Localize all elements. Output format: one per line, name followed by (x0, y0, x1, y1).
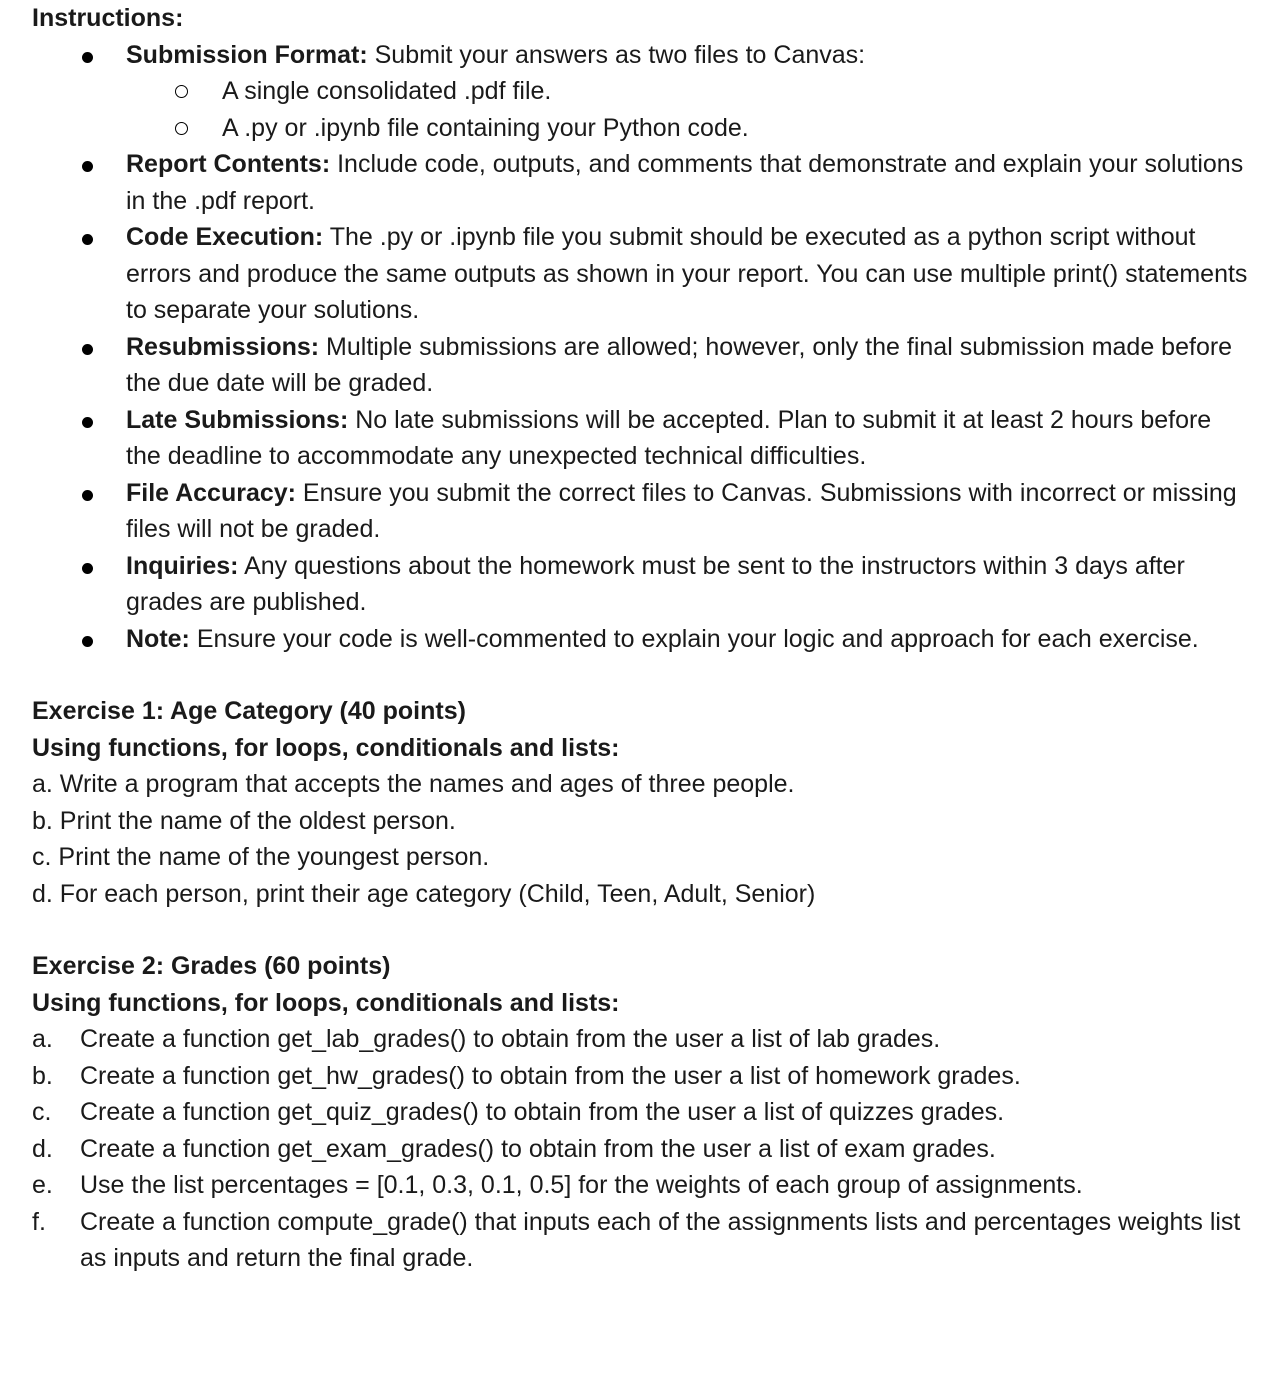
exercise-1-subtitle: Using functions, for loops, conditionals and lists: (32, 733, 620, 762)
instruction-text: Multiple submissions are allowed; however, only the final submission made before the due date will be graded. (126, 332, 1233, 397)
bullet-icon (82, 161, 93, 172)
bullet-icon (82, 234, 93, 245)
exercise-2-item (32, 1094, 1252, 1131)
instruction-text: Ensure you submit the correct files to Canvas. Submissions with incorrect or missing files will not be graded. (126, 478, 1237, 543)
item-letter: c. (32, 1098, 52, 1126)
exercise-2-subtitle: Using functions, for loops, conditionals and lists: (32, 988, 620, 1017)
exercise-2-item (32, 1021, 1252, 1058)
instruction-label: Note: (126, 624, 190, 653)
item-text: Create a function get_exam_grades() to obtain from the user a list of exam grades. (80, 1134, 996, 1163)
instruction-text: Any questions about the homework must be sent to the instructors within 3 days after grades are published. (126, 551, 1185, 616)
instruction-label: File Accuracy: (126, 478, 296, 507)
item-letter: d. (32, 1134, 53, 1163)
bullet-icon (82, 344, 93, 355)
instruction-label: Late Submissions: (126, 405, 349, 434)
exercise-2-title: Exercise 2: Grades (60 points) (32, 952, 391, 980)
instruction-text: Submit your answers as two files to Canvas: (367, 40, 866, 69)
item-text: Create a function get_lab_grades() to obtain from the user a list of lab grades. (80, 1025, 941, 1053)
instruction-label: Inquiries: (126, 551, 239, 580)
exercise-2-list (32, 1021, 1252, 1277)
instruction-text: No late submissions will be accepted. Plan to submit it at least 2 hours before the deadline to accommodate any unexpected technical difficulties. (126, 405, 1212, 470)
item-text: Create a function get_hw_grades() to obtain from the user a list of homework grades. (80, 1061, 1021, 1090)
document-page (32, 0, 1252, 1277)
bullet-icon (82, 636, 93, 647)
bullet-icon (82, 490, 93, 501)
item-letter: f. (32, 1207, 46, 1236)
exercise-1-line: d. For each person, print their age category (Child, Teen, Adult, Senior) (32, 879, 816, 908)
instruction-item (32, 219, 1252, 329)
exercise-2-section (32, 948, 1252, 1277)
exercise-2-item (32, 1204, 1252, 1277)
instruction-item (32, 146, 1252, 219)
instructions-heading: Instructions: (32, 4, 184, 32)
hollow-bullet-icon (175, 122, 188, 135)
item-letter: b. (32, 1061, 53, 1090)
instruction-item (32, 475, 1252, 548)
item-text: Create a function get_quiz_grades() to obtain from the user a list of quizzes grades. (80, 1098, 1005, 1126)
instruction-text: Ensure your code is well-commented to explain your logic and approach for each exercise. (189, 624, 1199, 653)
item-text: Use the list percentages = [0.1, 0.3, 0.1, 0.5] for the weights of each group of assignments. (80, 1171, 1083, 1199)
bullet-icon (82, 417, 93, 428)
exercise-2-item (32, 1058, 1252, 1095)
instruction-label: Report Contents: (126, 150, 331, 178)
instruction-label: Resubmissions: (126, 332, 320, 361)
bullet-icon (82, 563, 93, 574)
exercise-1-title: Exercise 1: Age Category (40 points) (32, 697, 466, 725)
hollow-bullet-icon (175, 85, 188, 98)
instruction-text: The .py or .ipynb file you submit should be executed as a python script without errors and produce the same outputs as shown in your report. You can use multiple print() statements to separate your solutions. (126, 223, 1248, 324)
sub-item-text: A .py or .ipynb file containing your Python code. (222, 113, 749, 142)
instructions-list (32, 37, 1252, 658)
sub-item (126, 73, 1252, 110)
instruction-label: Code Execution: (126, 223, 324, 251)
instruction-item (32, 548, 1252, 621)
exercise-1-section (32, 693, 1252, 912)
instruction-text: Include code, outputs, and comments that demonstrate and explain your solutions in the .pdf report. (126, 150, 1244, 215)
item-text: Create a function compute_grade() that inputs each of the assignments lists and percentages weights list as inputs and return the final grade. (80, 1207, 1241, 1272)
sub-list (126, 73, 1252, 146)
instruction-item (32, 621, 1252, 658)
item-letter: a. (32, 1025, 53, 1053)
exercise-1-line: b. Print the name of the oldest person. (32, 806, 456, 835)
item-letter: e. (32, 1171, 53, 1199)
instruction-item (32, 329, 1252, 402)
exercise-2-item (32, 1167, 1252, 1204)
bullet-icon (82, 52, 93, 63)
exercise-1-line: c. Print the name of the youngest person. (32, 843, 490, 871)
exercise-1-line: a. Write a program that accepts the names and ages of three people. (32, 770, 795, 798)
exercise-2-item (32, 1131, 1252, 1168)
sub-item-text: A single consolidated .pdf file. (222, 77, 552, 105)
instruction-item (32, 402, 1252, 475)
instruction-item (32, 37, 1252, 147)
sub-item (126, 110, 1252, 147)
instruction-label: Submission Format: (126, 40, 368, 69)
